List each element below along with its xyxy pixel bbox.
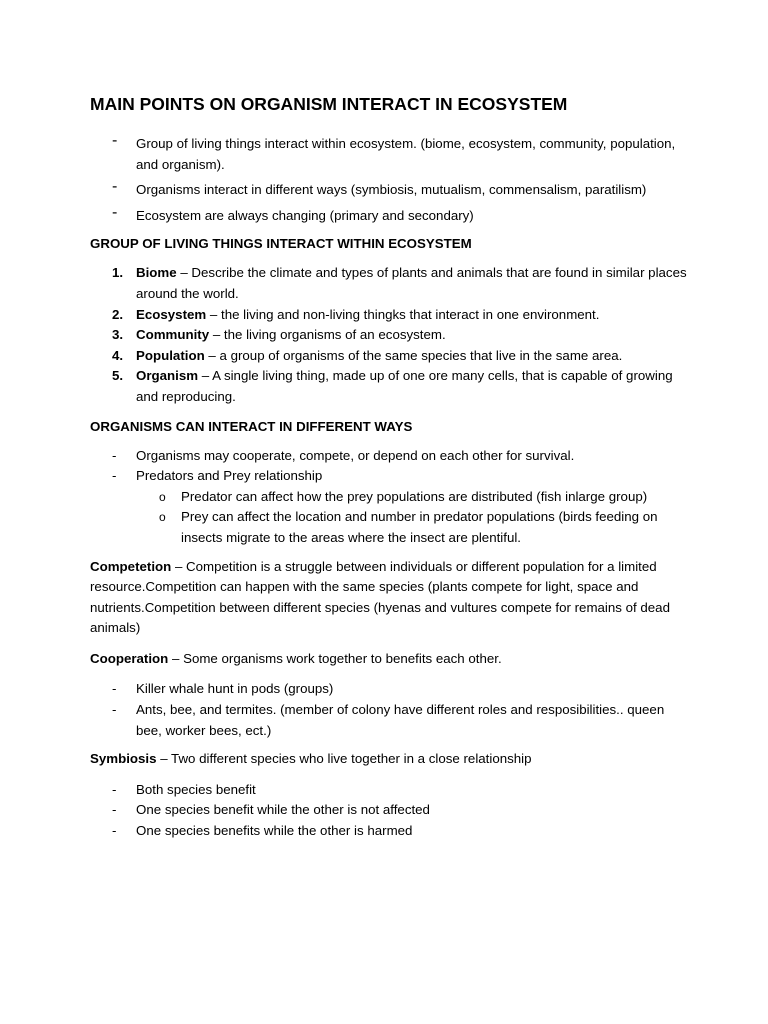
list-item: 3. Community – the living organisms of an ecosystem.	[112, 327, 446, 343]
list-item: 2. Ecosystem – the living and non-living thingks that interact in one environment.	[112, 306, 600, 322]
list-item: 1. Biome – Describe the climate and types of plants and animals that are found in similar places around the world.	[112, 265, 687, 301]
dash-marker: -	[112, 132, 118, 149]
dash-marker: -	[112, 823, 117, 839]
symbiosis-list	[90, 780, 690, 842]
document-title: MAIN POINTS ON ORGANISM INTERACT IN ECOSYSTEM	[90, 94, 568, 114]
list-item: - Ants, bee, and termites. (member of colony have different roles and resposibilities.. queen bee, worker bees, ect.)	[112, 702, 665, 738]
list-item: 5. Organism – A single living thing, made up of one ore many cells, that is capable of growing and reproducing.	[112, 368, 673, 404]
section-heading: ORGANISMS CAN INTERACT IN DIFFERENT WAYS	[90, 418, 413, 434]
dash-marker: -	[112, 447, 117, 463]
list-item: - Both species benefit	[90, 780, 690, 801]
interaction-list	[90, 446, 690, 549]
competition-paragraph: Competetion – Competition is a struggle between individuals or different population for a limited resource.Competition can happen with the same species (plants compete for light, space and nutrients.Competition between different species (hyenas and vultures compete for remains of dead animals)	[90, 558, 670, 636]
cooperation-paragraph: Cooperation – Some organisms work together to benefits each other.	[90, 650, 502, 666]
list-item: - Predators and Prey relationship o Predator can affect how the prey populations are distributed (fish inlarge group) o Prey can affect the location and number in predator populations (birds feeding on insects migrate to the areas where the insect are plentiful.	[90, 466, 690, 548]
dash-marker: -	[112, 802, 117, 818]
list-item: - Killer whale hunt in pods (groups)	[90, 679, 690, 700]
sub-list-item: o Prey can affect the location and number in predator populations (birds feeding on insects migrate to the areas where the insect are plentiful.	[159, 509, 658, 545]
cooperation-list	[90, 679, 690, 741]
list-item: - Organisms may cooperate, compete, or depend on each other for survival.	[90, 446, 690, 467]
list-item: - One species benefit while the other is not affected	[90, 800, 690, 821]
dash-marker: -	[112, 702, 117, 718]
bullet-marker: o	[159, 489, 166, 504]
intro-list	[90, 134, 690, 226]
dash-marker: -	[112, 178, 118, 196]
sub-list	[136, 487, 690, 549]
list-item: 4. Population – a group of organisms of the same species that live in the same area.	[112, 347, 623, 363]
list-item: - Group of living things interact within ecosystem. (biome, ecosystem, community, population, and organism).	[112, 132, 676, 172]
list-item: - One species benefits while the other is harmed	[90, 821, 690, 842]
list-item: - Organisms interact in different ways (symbiosis, mutualism, commensalism, paratilism)	[112, 178, 647, 198]
sub-list-item: o Predator can affect how the prey populations are distributed (fish inlarge group)	[136, 487, 690, 508]
dash-marker: -	[112, 781, 117, 797]
document-page	[90, 92, 690, 850]
symbiosis-paragraph: Symbiosis – Two different species who live together in a close relationship	[90, 751, 532, 767]
dash-marker: -	[112, 468, 117, 484]
bullet-marker: o	[159, 510, 166, 525]
section-heading: GROUP OF LIVING THINGS INTERACT WITHIN ECOSYSTEM	[90, 236, 472, 252]
dash-marker: -	[112, 203, 118, 221]
numbered-list	[90, 263, 690, 407]
list-item: - Ecosystem are always changing (primary and secondary)	[112, 203, 474, 223]
dash-marker: -	[112, 681, 117, 697]
